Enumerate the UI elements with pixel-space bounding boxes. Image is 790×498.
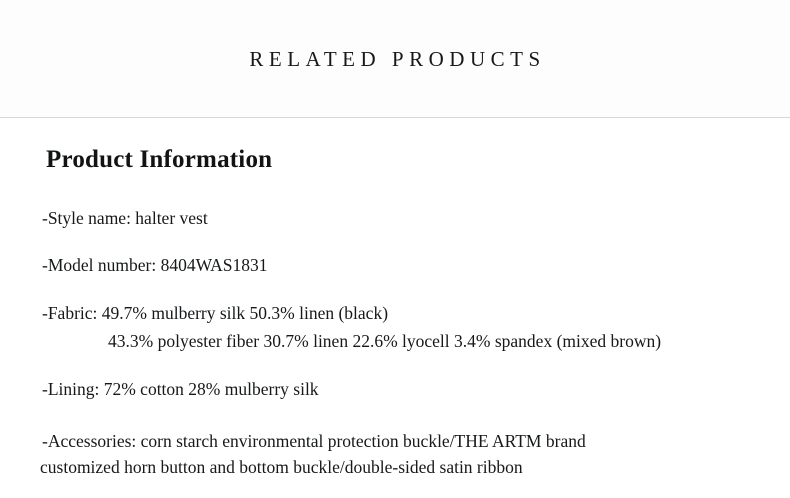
product-information-section	[0, 118, 790, 480]
related-products-header	[0, 0, 790, 118]
product-information-heading: Product Information	[46, 146, 273, 173]
related-products-title: RELATED PRODUCTS	[249, 47, 546, 71]
spec-fabric-secondary: 43.3% polyester fiber 30.7% linen 22.6% lyocell 3.4% spandex (mixed brown)	[108, 331, 662, 352]
spec-style-name: -Style name: halter vest	[42, 208, 208, 228]
spec-accessories-line-2: customized horn button and bottom buckle/double-sided satin ribbon	[40, 457, 523, 478]
spec-accessories	[42, 428, 756, 481]
spec-fabric-primary: -Fabric: 49.7% mulberry silk 50.3% linen (black)	[42, 302, 389, 323]
spec-fabric	[42, 301, 756, 355]
spec-accessories-line-1: -Accessories: corn starch environmental protection buckle/THE ARTM brand	[42, 430, 586, 451]
spec-lining: -Lining: 72% cotton 28% mulberry silk	[42, 378, 319, 399]
spec-model-number: -Model number: 8404WAS1831	[42, 255, 268, 276]
